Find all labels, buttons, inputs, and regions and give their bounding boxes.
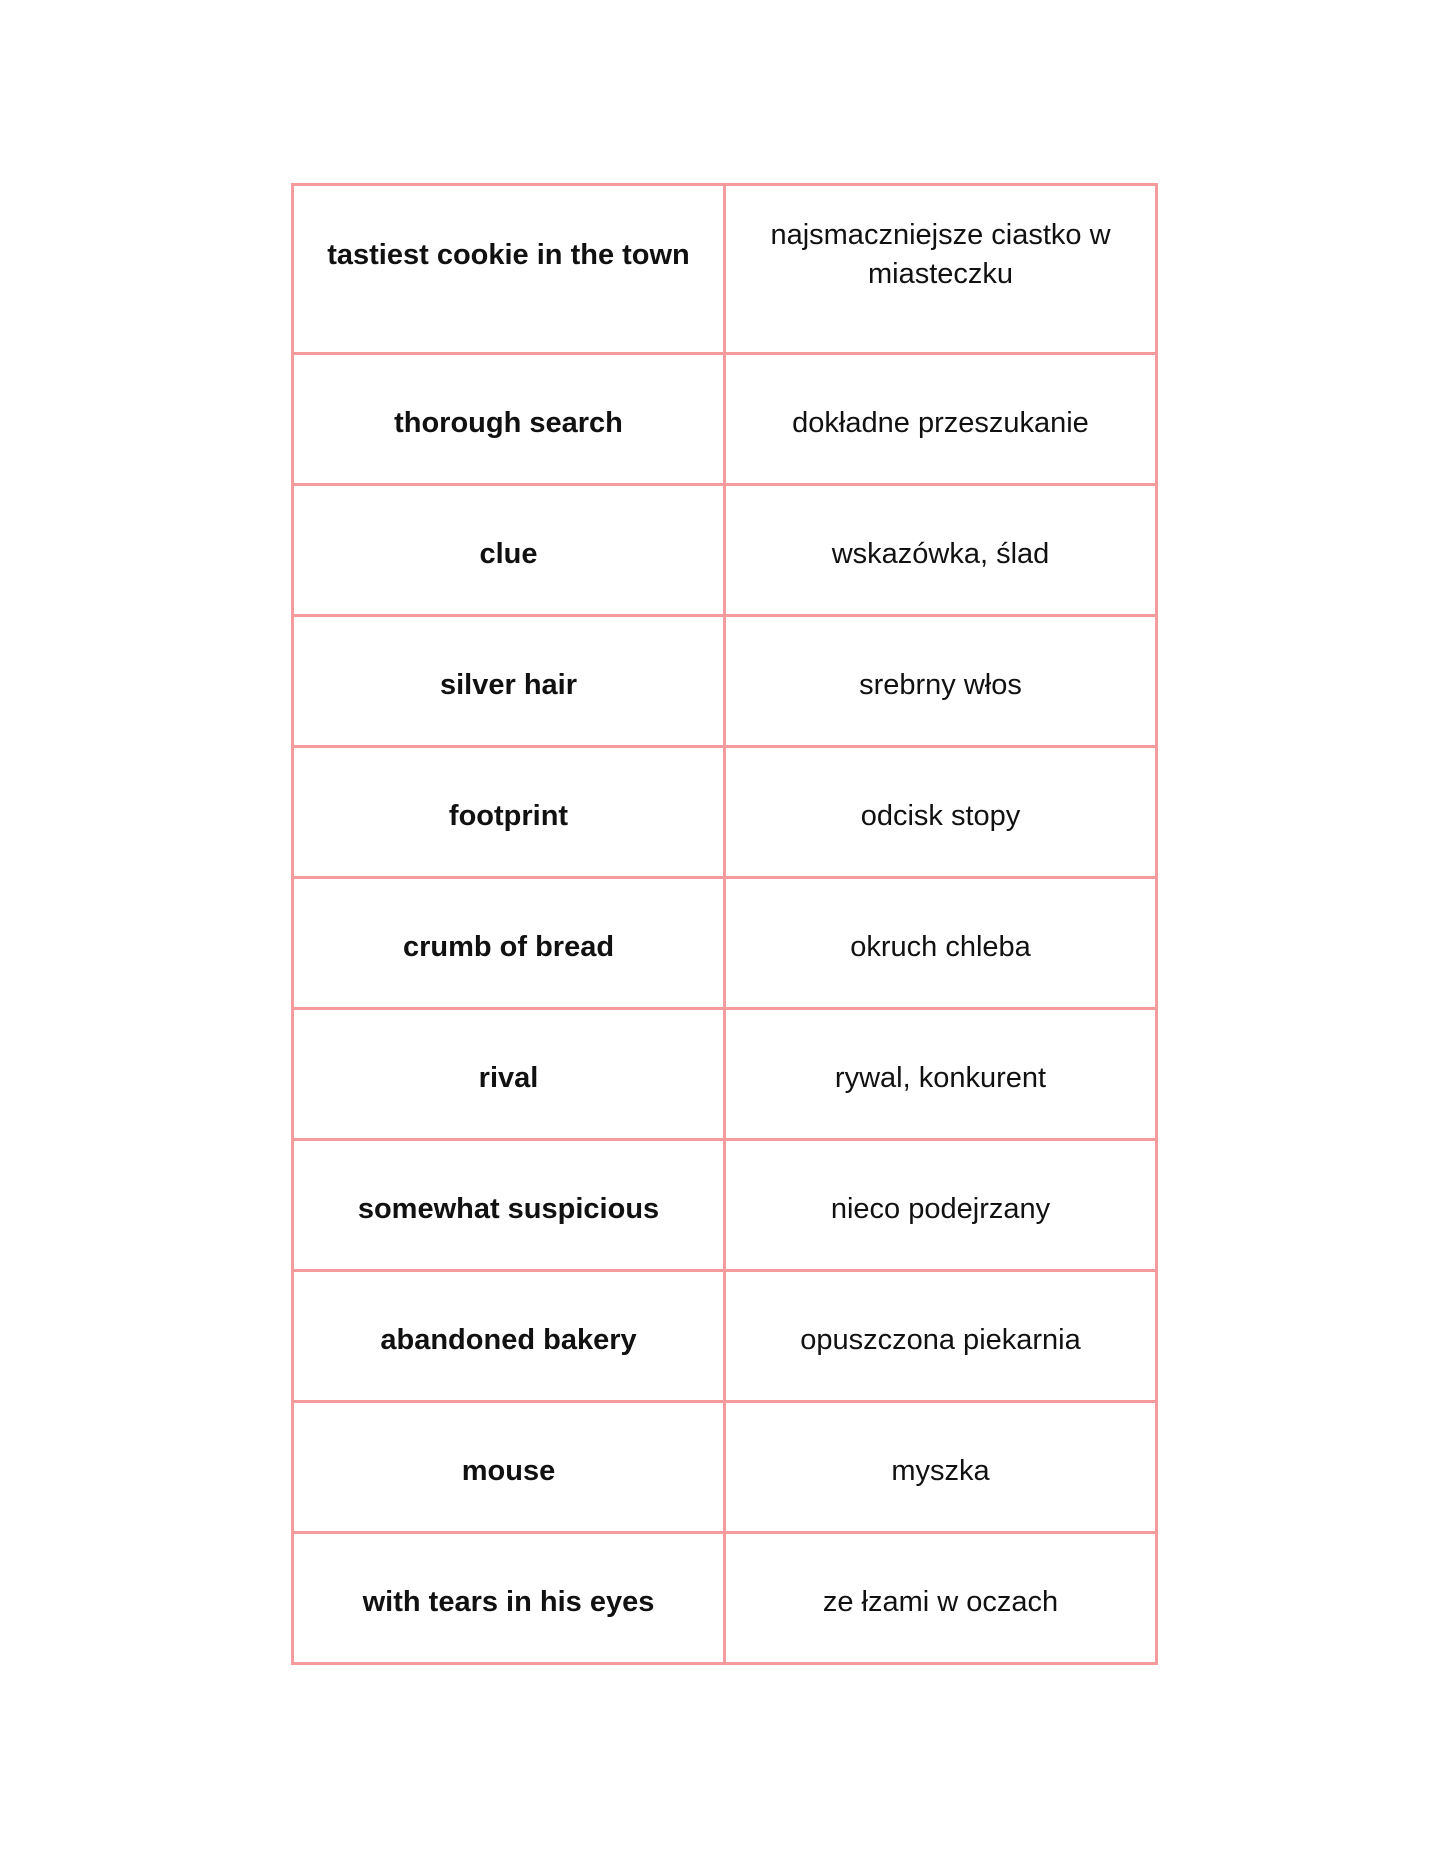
english-term-cell [293, 1140, 725, 1271]
english-term: mouse [461, 1455, 556, 1487]
table-row [293, 1271, 1157, 1402]
table-row [293, 1140, 1157, 1271]
english-term: somewhat suspicious [357, 1193, 660, 1225]
english-term: tastiest cookie in the town [327, 239, 690, 271]
polish-translation-cell [725, 747, 1157, 878]
polish-translation: okruch chleba [850, 931, 1031, 963]
english-term-cell [293, 747, 725, 878]
english-term: abandoned bakery [380, 1324, 637, 1356]
polish-translation-cell [725, 185, 1157, 354]
polish-translation-cell [725, 485, 1157, 616]
english-term: crumb of bread [402, 931, 615, 963]
polish-translation: wskazówka, ślad [831, 538, 1050, 570]
english-term-cell [293, 485, 725, 616]
english-term: with tears in his eyes [362, 1586, 655, 1618]
english-term-cell [293, 616, 725, 747]
table-row [293, 185, 1157, 354]
table-row [293, 616, 1157, 747]
polish-translation: opuszczona piekarnia [800, 1324, 1081, 1356]
polish-translation-cell [725, 1533, 1157, 1664]
table-row [293, 1533, 1157, 1664]
english-term: rival [478, 1062, 539, 1094]
table-row [293, 878, 1157, 1009]
polish-translation-cell [725, 1271, 1157, 1402]
polish-translation: rywal, konkurent [834, 1062, 1047, 1094]
english-term-cell [293, 1402, 725, 1533]
polish-translation-cell [725, 878, 1157, 1009]
table-row [293, 485, 1157, 616]
english-term: footprint [448, 800, 569, 832]
polish-translation: srebrny włos [859, 669, 1022, 701]
vocabulary-table [291, 183, 1158, 1665]
polish-translation-cell [725, 1009, 1157, 1140]
polish-translation: odcisk stopy [860, 800, 1021, 832]
english-term: clue [479, 538, 538, 570]
polish-translation-cell [725, 354, 1157, 485]
english-term-cell [293, 1533, 725, 1664]
polish-translation: nieco podejrzany [830, 1193, 1051, 1225]
english-term-cell [293, 878, 725, 1009]
english-term-cell [293, 185, 725, 354]
polish-translation-cell [725, 1140, 1157, 1271]
polish-translation-cell [725, 616, 1157, 747]
polish-translation: myszka [891, 1455, 990, 1487]
english-term-cell [293, 354, 725, 485]
table-row [293, 354, 1157, 485]
english-term-cell [293, 1009, 725, 1140]
polish-translation: ze łzami w oczach [822, 1586, 1059, 1618]
table-row [293, 1009, 1157, 1140]
english-term: thorough search [394, 407, 623, 439]
english-term-cell [293, 1271, 725, 1402]
polish-translation-cell [725, 1402, 1157, 1533]
polish-translation: najsmaczniejsze ciastko w miasteczku [770, 219, 1111, 290]
table-row [293, 747, 1157, 878]
polish-translation: dokładne przeszukanie [792, 407, 1089, 439]
english-term: silver hair [439, 669, 578, 701]
table-row [293, 1402, 1157, 1533]
